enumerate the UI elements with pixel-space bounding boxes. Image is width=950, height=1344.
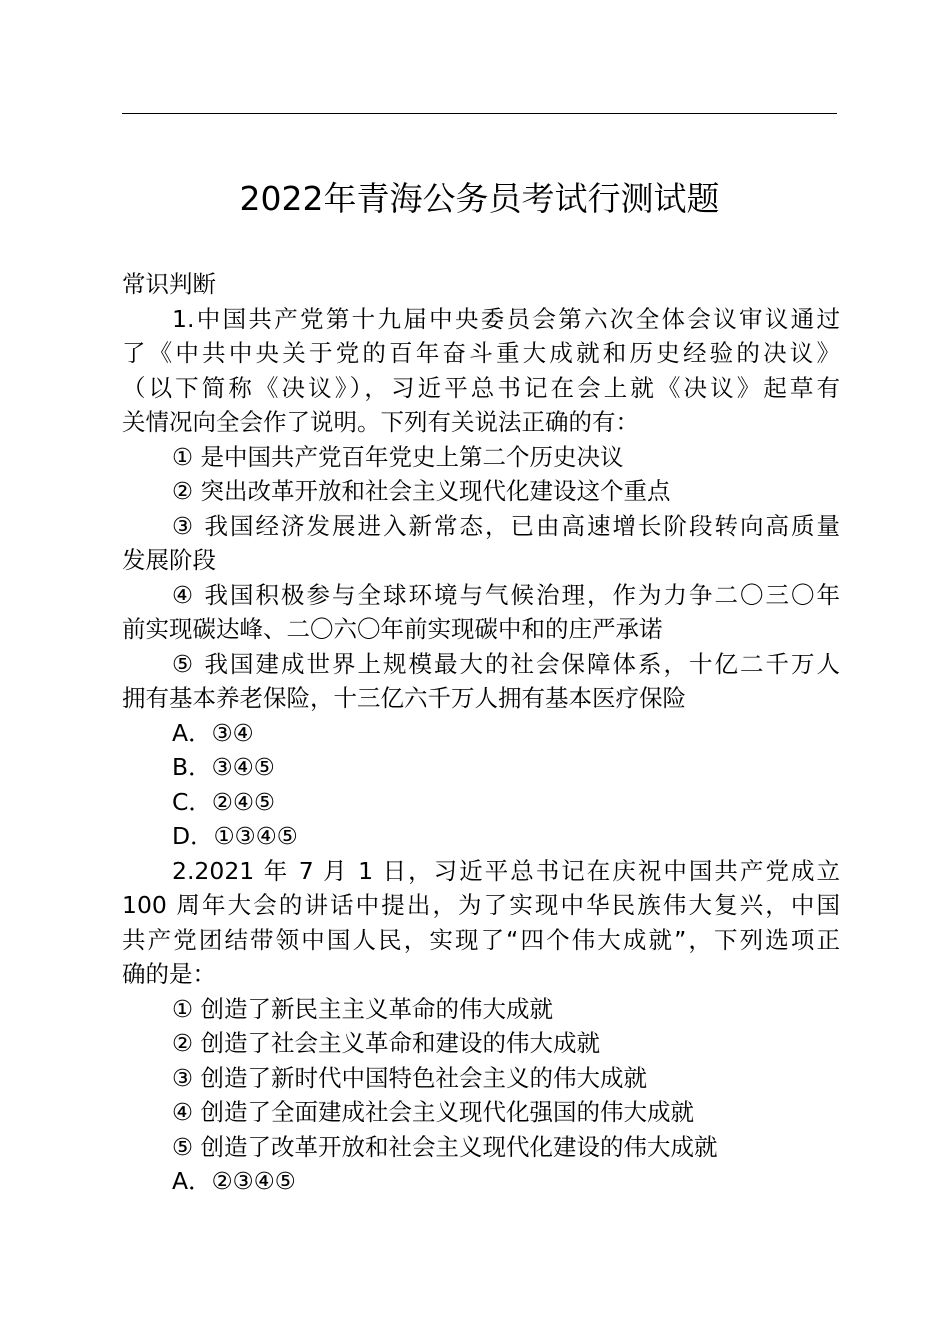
question-stem-line: 了《中共中央关于党的百年奋斗重大成就和历史经验的决议》: [122, 339, 840, 367]
statement-item-continued: 拥有基本养老保险，十三亿六千万人拥有基本医疗保险: [122, 684, 686, 712]
statement-item: ③ 我国经济发展进入新常态，已由高速增长阶段转向高质量: [172, 511, 840, 540]
answer-option-b: B．③④⑤: [172, 753, 275, 781]
statement-item: ② 创造了社会主义革命和建设的伟大成就: [172, 1029, 601, 1057]
question-2: [122, 854, 840, 1199]
question-1: [122, 302, 840, 854]
question-stem-line: 确的是：: [122, 960, 216, 988]
statement-item: ② 突出改革开放和社会主义现代化建设这个重点: [172, 477, 671, 505]
statement-item: ① 创造了新民主主义革命的伟大成就: [172, 994, 554, 1023]
question-stem-line: 关情况向全会作了说明。下列有关说法正确的有：: [122, 408, 639, 436]
statement-item: ① 是中国共产党百年党史上第二个历史决议: [172, 442, 624, 471]
statement-item: ③ 创造了新时代中国特色社会主义的伟大成就: [172, 1063, 648, 1092]
question-stem-line: 2.2021 年 7 月 1 日，习近平总书记在庆祝中国共产党成立: [172, 856, 840, 885]
statement-item: ⑤ 创造了改革开放和社会主义现代化建设的伟大成就: [172, 1132, 718, 1161]
document-title: 2022年青海公务员考试行测试题: [239, 179, 720, 218]
answer-option-a: A．②③④⑤: [172, 1167, 296, 1195]
statement-item: ④ 我国积极参与全球环境与气候治理，作为力争二〇三〇年: [172, 580, 840, 609]
statement-item-continued: 前实现碳达峰、二〇六〇年前实现碳中和的庄严承诺: [122, 615, 663, 643]
statement-item-continued: 发展阶段: [122, 546, 216, 574]
question-stem-line: 100 周年大会的讲话中提出，为了实现中华民族伟大复兴，中国: [122, 891, 840, 919]
question-stem-line: （以下简称《决议》），习近平总书记在会上就《决议》起草有: [122, 373, 840, 402]
answer-option-c: C．②④⑤: [172, 787, 276, 816]
header-rule: [122, 113, 837, 114]
answer-option-a: A．③④: [172, 718, 254, 747]
section-heading: 常识判断: [122, 270, 216, 298]
statement-item: ⑤ 我国建成世界上规模最大的社会保障体系，十亿二千万人: [172, 649, 840, 678]
answer-option-d: D．①③④⑤: [172, 822, 298, 850]
document-body: [122, 267, 840, 1199]
statement-item: ④ 创造了全面建成社会主义现代化强国的伟大成就: [172, 1098, 695, 1126]
question-stem-line: 1.中国共产党第十九届中央委员会第六次全体会议审议通过: [172, 304, 840, 333]
question-stem-line: 共产党团结带领中国人民，实现了“四个伟大成就”，下列选项正: [122, 925, 840, 954]
